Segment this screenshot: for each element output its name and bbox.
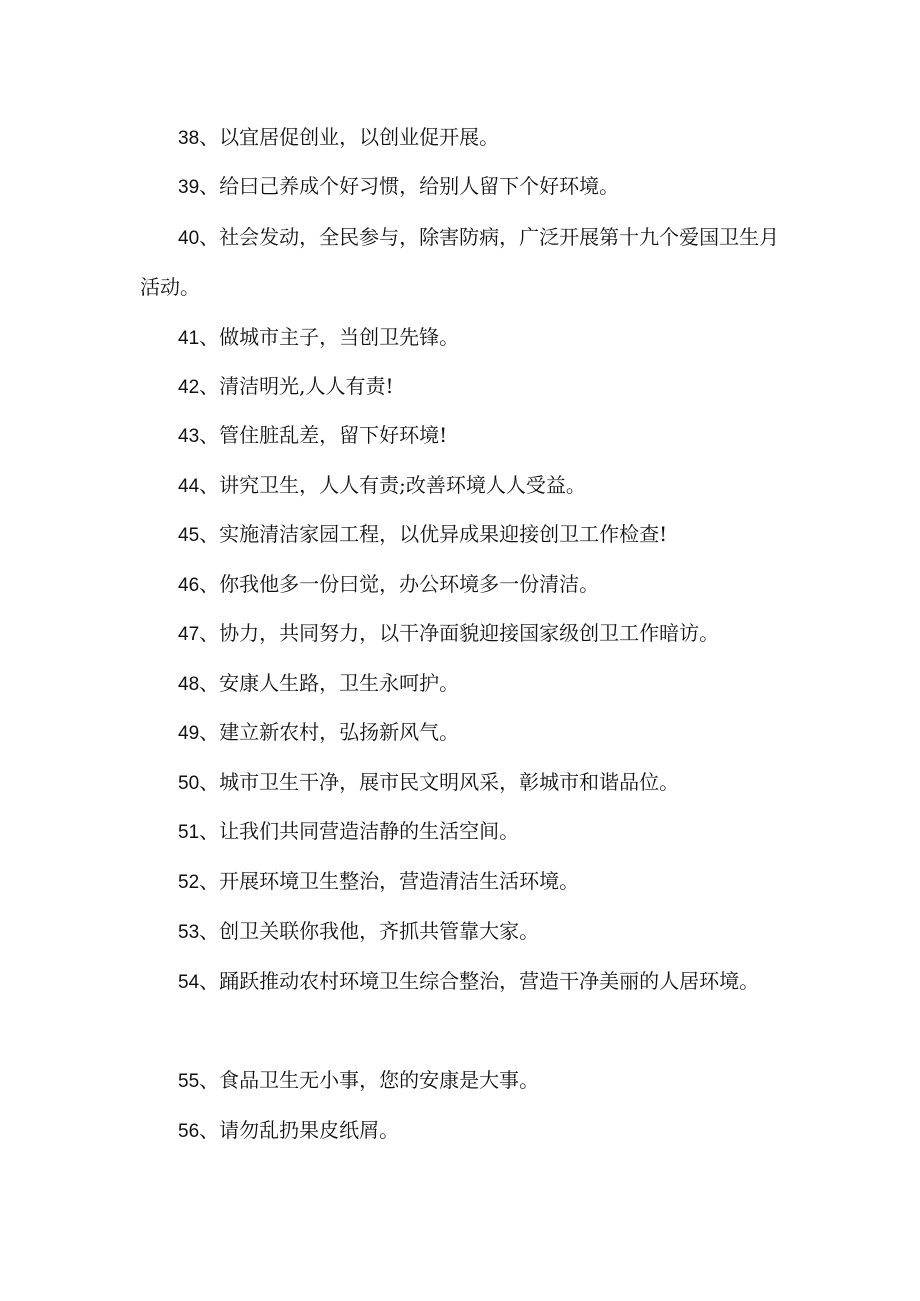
item-text: 、清洁明光,人人有责!: [199, 374, 394, 398]
item-number: 44: [178, 476, 200, 497]
item-number: 45: [178, 525, 200, 546]
item-text: 、食品卫生无小事，您的安康是大事。: [199, 1068, 540, 1092]
slogan-item: [140, 313, 790, 363]
slogan-item: [140, 560, 790, 610]
slogan-item: [140, 1106, 790, 1156]
slogan-item: [140, 213, 790, 312]
item-text: 、以宜居促创业，以创业促开展。: [199, 125, 500, 149]
item-number: 54: [178, 972, 200, 993]
slogan-item: [140, 758, 790, 808]
item-text: 、社会发动，全民参与，除害防病，广泛开展第十九个爱国卫生月活动。: [140, 225, 780, 299]
item-text: 、开展环境卫生整治，营造清洁生活环境。: [199, 869, 580, 893]
item-text: 、踊跃推动农村环境卫生综合整治，营造干净美丽的人居环境。: [199, 969, 760, 993]
item-number: 56: [178, 1121, 200, 1142]
item-text: 、管住脏乱差，留下好环境!: [199, 423, 448, 447]
item-text: 、建立新农村，弘扬新风气。: [199, 720, 460, 744]
item-number: 47: [178, 624, 200, 645]
item-text: 、请勿乱扔果皮纸屑。: [199, 1118, 400, 1142]
item-number: 40: [178, 228, 200, 249]
item-text: 、讲究卫生，人人有责;改善环境人人受益。: [199, 473, 586, 497]
slogan-item: [140, 113, 790, 163]
slogan-item: [140, 411, 790, 461]
slogan-item: [140, 510, 790, 560]
item-number: 42: [178, 377, 200, 398]
slogan-item: [140, 857, 790, 907]
item-text: 、做城市主子，当创卫先锋。: [199, 325, 460, 349]
item-number: 43: [178, 426, 200, 447]
item-text: 、你我他多一份曰觉，办公环境多一份清洁。: [199, 572, 600, 596]
item-number: 46: [178, 575, 200, 596]
item-number: 39: [178, 177, 200, 198]
slogan-item: [140, 609, 790, 659]
item-number: 49: [178, 723, 200, 744]
slogan-item: [140, 957, 790, 1007]
item-text: 、给曰己养成个好习惯，给别人留下个好环境。: [199, 174, 620, 198]
item-number: 55: [178, 1071, 200, 1092]
item-number: 38: [178, 128, 200, 149]
slogan-item: [140, 708, 790, 758]
slogan-item: [140, 162, 790, 212]
item-number: 48: [178, 674, 200, 695]
slogan-item: [140, 362, 790, 412]
item-text: 、城市卫生干净，展市民文明风采，彰城市和谐品位。: [199, 770, 680, 794]
slogan-item: [140, 807, 790, 857]
item-number: 51: [178, 822, 200, 843]
slogan-item: [140, 461, 790, 511]
slogan-item: [140, 907, 790, 957]
item-number: 41: [178, 328, 200, 349]
item-text: 、创卫关联你我他，齐抓共管靠大家。: [199, 919, 540, 943]
slogan-item: [140, 659, 790, 709]
item-number: 50: [178, 773, 200, 794]
item-text: 、实施清洁家园工程，以优异成果迎接创卫工作检查!: [199, 522, 668, 546]
item-text: 、安康人生路，卫生永呵护。: [199, 671, 460, 695]
item-number: 53: [178, 922, 200, 943]
item-text: 、协力，共同努力，以干净面貌迎接国家级创卫工作暗访。: [199, 621, 720, 645]
item-number: 52: [178, 872, 200, 893]
slogan-item: [140, 1056, 790, 1106]
item-text: 、让我们共同营造洁静的生活空间。: [199, 819, 520, 843]
